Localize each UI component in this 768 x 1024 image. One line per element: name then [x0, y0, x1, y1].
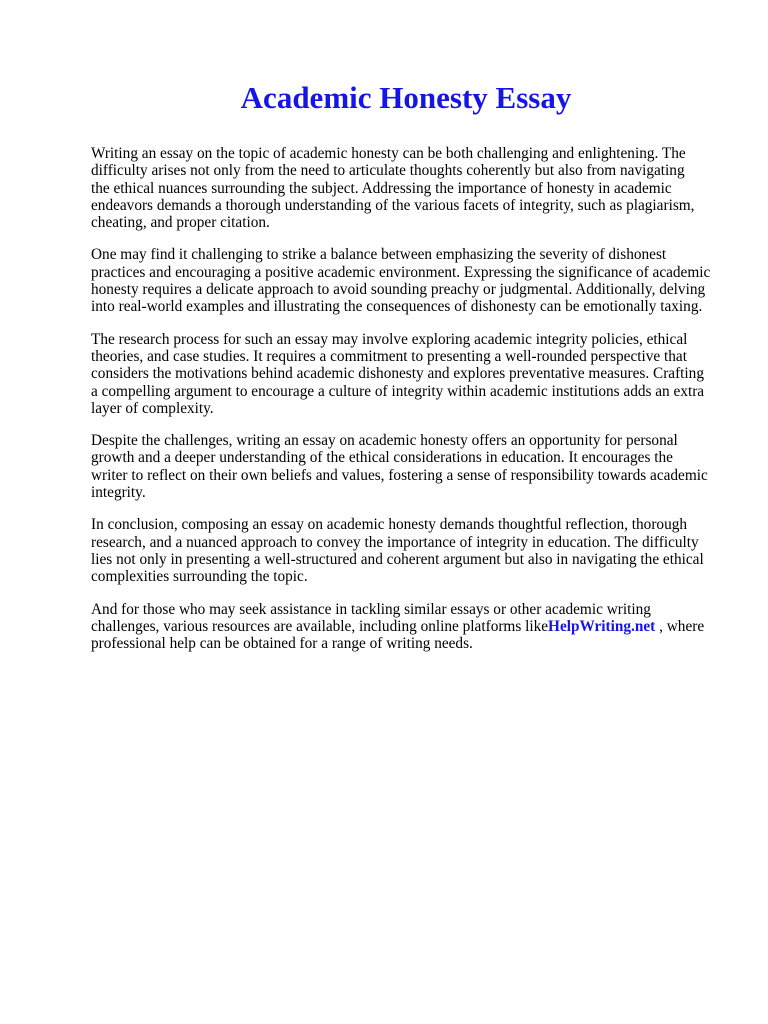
paragraph-line: honesty requires a delicate approach to avoid sounding preachy or judgmental. Additionally, delving [91, 281, 706, 299]
paragraph-line: layer of complexity. [91, 399, 214, 417]
closing-paragraph [91, 601, 721, 653]
paragraph-line: And for those who may seek assistance in tackling similar essays or other academic writing [91, 600, 651, 618]
paragraph-line: Writing an essay on the topic of academic honesty can be both challenging and enlightening. The [91, 145, 686, 162]
paragraph-line: into real-world examples and illustrating the consequences of dishonesty can be emotionally taxing. [91, 298, 703, 316]
paragraph-line: practices and encouraging a positive academic environment. Expressing the significance of academic [91, 263, 711, 281]
link-lead-text: challenges, various resources are available, including online platforms like [91, 617, 549, 635]
paragraph-line: theories, and case studies. It requires a commitment to presenting a well-rounded perspective that [91, 347, 687, 365]
page-title: Academic Honesty Essay [240, 80, 572, 115]
paragraph-line: cheating, and proper citation. [91, 214, 270, 232]
paragraph-3 [91, 331, 721, 417]
paragraph-line: professional help can be obtained for a range of writing needs. [91, 635, 473, 653]
paragraph-line: difficulty arises not only from the need to articulate thoughts coherently but also from navigating [91, 162, 685, 180]
document-body [91, 82, 721, 667]
paragraph-1 [91, 145, 721, 231]
paragraph-line: a compelling argument to encourage a culture of integrity within academic institutions adds an extra [91, 382, 705, 400]
paragraph-line: research, and a nuanced approach to convey the importance of integrity in education. The difficulty [91, 533, 699, 551]
paragraph-line-with-link [91, 618, 721, 635]
paragraph-line: considers the motivations behind academic dishonesty and explores preventative measures. Crafting [91, 365, 704, 383]
paragraph-line: Despite the challenges, writing an essay on academic honesty offers an opportunity for personal [91, 432, 678, 450]
link-trail-text: , where [655, 617, 705, 635]
paragraph-line: One may find it challenging to strike a balance between emphasizing the severity of dishonest [91, 246, 667, 264]
paragraph-4 [91, 432, 721, 501]
paragraph-line: lies not only in presenting a well-structured and coherent argument but also in navigating the ethical [91, 550, 704, 568]
paragraph-5 [91, 516, 721, 585]
paragraph-line: writer to reflect on their own beliefs and values, fostering a sense of responsibility towards academic [91, 466, 708, 484]
paragraph-line: integrity. [91, 484, 146, 502]
paragraph-line: The research process for such an essay may involve exploring academic integrity policies, ethical [91, 330, 688, 348]
paragraph-line: growth and a deeper understanding of the ethical considerations in education. It encourages the [91, 449, 673, 467]
helpwriting-link[interactable]: HelpWriting.net [548, 617, 656, 635]
paragraph-line: endeavors demands a thorough understanding of the various facets of integrity, such as plagiarism, [91, 196, 695, 214]
paragraph-line: the ethical nuances surrounding the subject. Addressing the importance of honesty in academic [91, 179, 672, 197]
paragraph-line: In conclusion, composing an essay on academic honesty demands thoughtful reflection, thorough [91, 516, 688, 534]
paragraph-2 [91, 246, 721, 315]
paragraph-line: complexities surrounding the topic. [91, 568, 308, 586]
